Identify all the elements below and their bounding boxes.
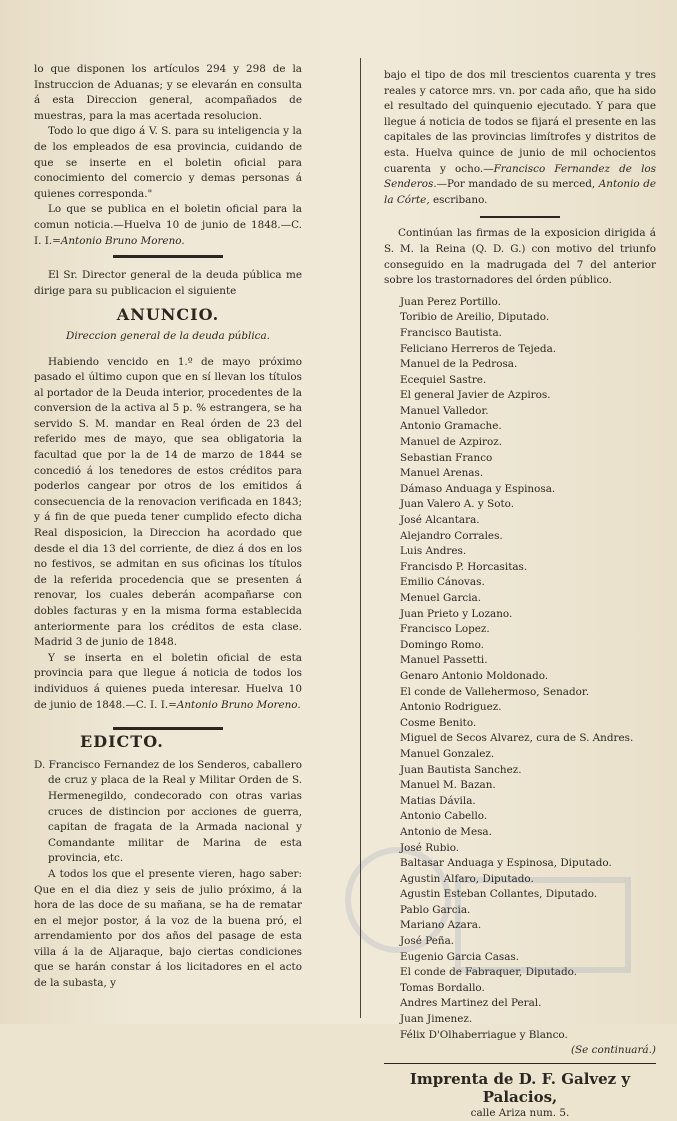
- anuncio-subheading: Direccion general de la deuda pública.: [66, 329, 270, 342]
- signature-name: Manuel Valledor.: [400, 404, 489, 417]
- signature-name: Domingo Romo.: [400, 638, 484, 651]
- signature-name: Manuel M. Bazan.: [400, 779, 496, 792]
- publica-text: Lo que se publica en el boletin oficial para la comun noticia.—Huelva 10 de junio de 1848.—C. I. I.=: [34, 203, 302, 247]
- signature-name: Pablo Garcia.: [400, 903, 471, 916]
- separator-rule: [113, 255, 223, 258]
- continuara-note: (Se continuará.): [571, 1044, 656, 1057]
- signature-name: Francisco Bautista.: [400, 326, 502, 339]
- paragraph-edicto-body: A todos los que el presente vieren, hago saber: Que en el dia diez y seis de julio próximo, á la hora de las doce de su mañana, se ha de rematar en el mejor postor, á la voz de la buena pró, el arrendamiento por dos años del pasage de esta villa á la de Aljaraque, bajo ciertas condiciones que se harán constar á los licitadores en el acto de la subasta, y: [34, 867, 302, 990]
- paragraph-anuncio-body: Habiendo vencido en 1.º de mayo próximo pasado el último cupon que en sí llevan los títulos al portador de la Deuda interior, procedentes de la conversion de la activa al 5 p. % estrangera, se ha servido S. M. mandar en Real órden de 23 del referido mes de mayo, que sea obligatoria la facultad que por la de 14 de marzo de 1844 se concedió á los tenedores de estos créditos para poderlos cangear por otros de los emitidos á consecuencia de la renovacion verificada en 1843; y á fin de que pueda tener cumplido efecto dicha Real disposicion, la Direccion ha acordado que desde el dia 13 del corriente, de diez á dos en los no festivos, se admitan en sus oficinas los títulos de la referida procedencia que se presenten á renovar, los cuales deberán acompañarse con dobles facturas y en la misma forma establecida anteriormente para los créditos de esta clase. Madrid 3 de junio de 1848.: [34, 355, 302, 649]
- signature-name: Menuel Garcia.: [400, 592, 482, 604]
- signature-senderos: Francisco Fernandez de los Senderos.: [384, 162, 656, 191]
- signature-name: Emilio Cánovas.: [400, 576, 485, 589]
- signature-name: Manuel Gonzalez.: [400, 747, 495, 760]
- signature-bruno-1: Antonio Bruno Moreno.: [60, 234, 185, 247]
- escribano-text: escribano.: [432, 193, 488, 206]
- separator-rule-3: [480, 216, 560, 218]
- signature-name: Manuel de Azpiroz.: [400, 436, 503, 449]
- paragraph-publica: [34, 202, 302, 249]
- signature-corte: Antonio de la Córte,: [384, 178, 656, 206]
- signature-name: Ecequiel Sastre.: [400, 373, 487, 386]
- paragraph-edicto-title: D. Francisco Fernandez de los Senderos, caballero de cruz y placa de la Real y Militar Orden de S. Hermenegildo, condecorado con otras varias cruces de distincion por acciones de guerra, capitan de fragata de la Armada nacional y Comandante militar de Marina de esta provincia, etc.: [34, 758, 302, 865]
- signature-name: Matias Dávila.: [400, 794, 476, 807]
- signature-name: Juan Bautista Sanchez.: [400, 763, 522, 776]
- signature-name: Dámaso Anduaga y Espinosa.: [400, 482, 556, 495]
- signature-name: Sebastian Franco: [400, 451, 493, 464]
- footer-rule: [384, 1063, 656, 1064]
- signature-name: Toribio de Areilio, Diputado.: [400, 311, 550, 324]
- signature-name: Miguel de Secos Alvarez, cura de S. Andres.: [400, 732, 634, 745]
- separator-rule-2: [113, 727, 223, 730]
- anuncio-insert-text: Y se inserta en el boletin oficial de esta provincia para que llegue á noticia de todos los individuos á quienes pueda interesar. Huelva 10 de junio de 1848.—C. I. I.=: [34, 651, 302, 711]
- signature-name: José Alcantara.: [400, 514, 480, 527]
- signature-name: Juan Prieto y Lozano.: [400, 607, 513, 620]
- signature-name: Luis Andres.: [400, 545, 467, 558]
- signature-name: Antonio Gramache.: [400, 420, 502, 433]
- signature-name: El conde de Fabraquer, Diputado.: [400, 966, 578, 979]
- printer-address: calle Ariza num. 5.: [470, 1106, 570, 1119]
- signature-name: Tomas Bordallo.: [400, 981, 485, 994]
- paragraph-edicto-cont: [384, 68, 656, 208]
- signature-name: Juan Valero A. y Soto.: [400, 498, 514, 511]
- signature-name: José Peña.: [400, 935, 455, 948]
- signature-name: Juan Perez Portillo.: [400, 295, 501, 308]
- paragraph-firmas-intro: Continúan las firmas de la exposicion dirigida á S. M. la Reina (Q. D. G.) con motivo del triunfo conseguido en la madrugada del 7 del anterior sobre los trastornadores del órden público.: [384, 227, 656, 287]
- signature-name: Agustin Esteban Collantes, Diputado.: [400, 888, 598, 901]
- signature-name: Antonio Rodriguez.: [400, 701, 502, 714]
- paragraph-intro-anuncio: El Sr. Director general de la deuda pública me dirige para su publicacion el siguiente: [34, 269, 302, 297]
- signature-name: Alejandro Corrales.: [400, 529, 503, 542]
- signature-name: Andres Martinez del Peral.: [400, 997, 542, 1010]
- paragraph-anuncio-insert: [34, 651, 302, 713]
- signature-name: Agustin Alfaro, Diputado.: [400, 872, 534, 885]
- mandado-text: —Por mandado de su merced,: [436, 178, 596, 191]
- edicto-cont-text: bajo el tipo de dos mil trescientos cuarenta y tres reales y catorce mrs. vn. por cada año, que ha sido el resultado del quinquenio ejecutado. Y para que llegue á noticia de todos se fijará el presente en las capitales de las provincias limítrofes y distritos de esta. Huelva quince de junio de mil ochocientos cuarenta y ocho.—: [384, 69, 656, 175]
- signature-name: Genaro Antonio Moldonado.: [400, 669, 549, 682]
- signature-name: Juan Jimenez.: [400, 1013, 473, 1026]
- signature-name: José Rubio.: [400, 841, 460, 854]
- paragraph-inteligencia: Todo lo que digo á V. S. para su inteligencia y la de los empleados de esa provincia, cuidando de que se inserte en el boletin oficial para conocimiento del comercio y demas personas á quienes corresponda.": [34, 125, 302, 200]
- signature-name: Eugenio Garcia Casas.: [400, 950, 520, 963]
- signature-name: Manuel de la Pedrosa.: [400, 358, 518, 371]
- signature-name: Francisco Lopez.: [400, 623, 490, 636]
- signature-name: Manuel Passetti.: [400, 654, 488, 667]
- signature-name: Manuel Arenas.: [400, 467, 484, 480]
- signature-name: Feliciano Herreros de Tejeda.: [400, 342, 557, 355]
- signature-name: Antonio de Mesa.: [400, 825, 492, 838]
- library-stamp-watermark: [338, 820, 638, 1020]
- edicto-heading: EDICTO.: [80, 732, 164, 752]
- printer-name: Imprenta de D. F. Galvez y Palacios,: [409, 1069, 631, 1106]
- signature-name: Mariano Azara.: [400, 919, 482, 932]
- signature-bruno-2: Antonio Bruno Moreno.: [176, 698, 301, 711]
- signature-name: El conde de Vallehermoso, Senador.: [400, 685, 590, 698]
- signature-name: Baltasar Anduaga y Espinosa, Diputado.: [400, 857, 612, 870]
- left-column: [34, 62, 302, 992]
- signature-name: Antonio Cabello.: [400, 810, 488, 823]
- anuncio-heading: ANUNCIO.: [116, 305, 220, 325]
- signature-name: Cosme Benito.: [400, 716, 477, 729]
- paragraph-aduanas: lo que disponen los artículos 294 y 298 de la Instruccion de Aduanas; y se elevarán en consulta á esta Direccion general, acompañados de muestras, para la mas acertada resolucion.: [34, 63, 302, 122]
- signature-name: Francisdo P. Horcasitas.: [400, 560, 528, 573]
- signature-name: El general Javier de Azpiros.: [400, 389, 551, 402]
- signature-name: Félix D'Olhaberriague y Blanco.: [400, 1028, 568, 1041]
